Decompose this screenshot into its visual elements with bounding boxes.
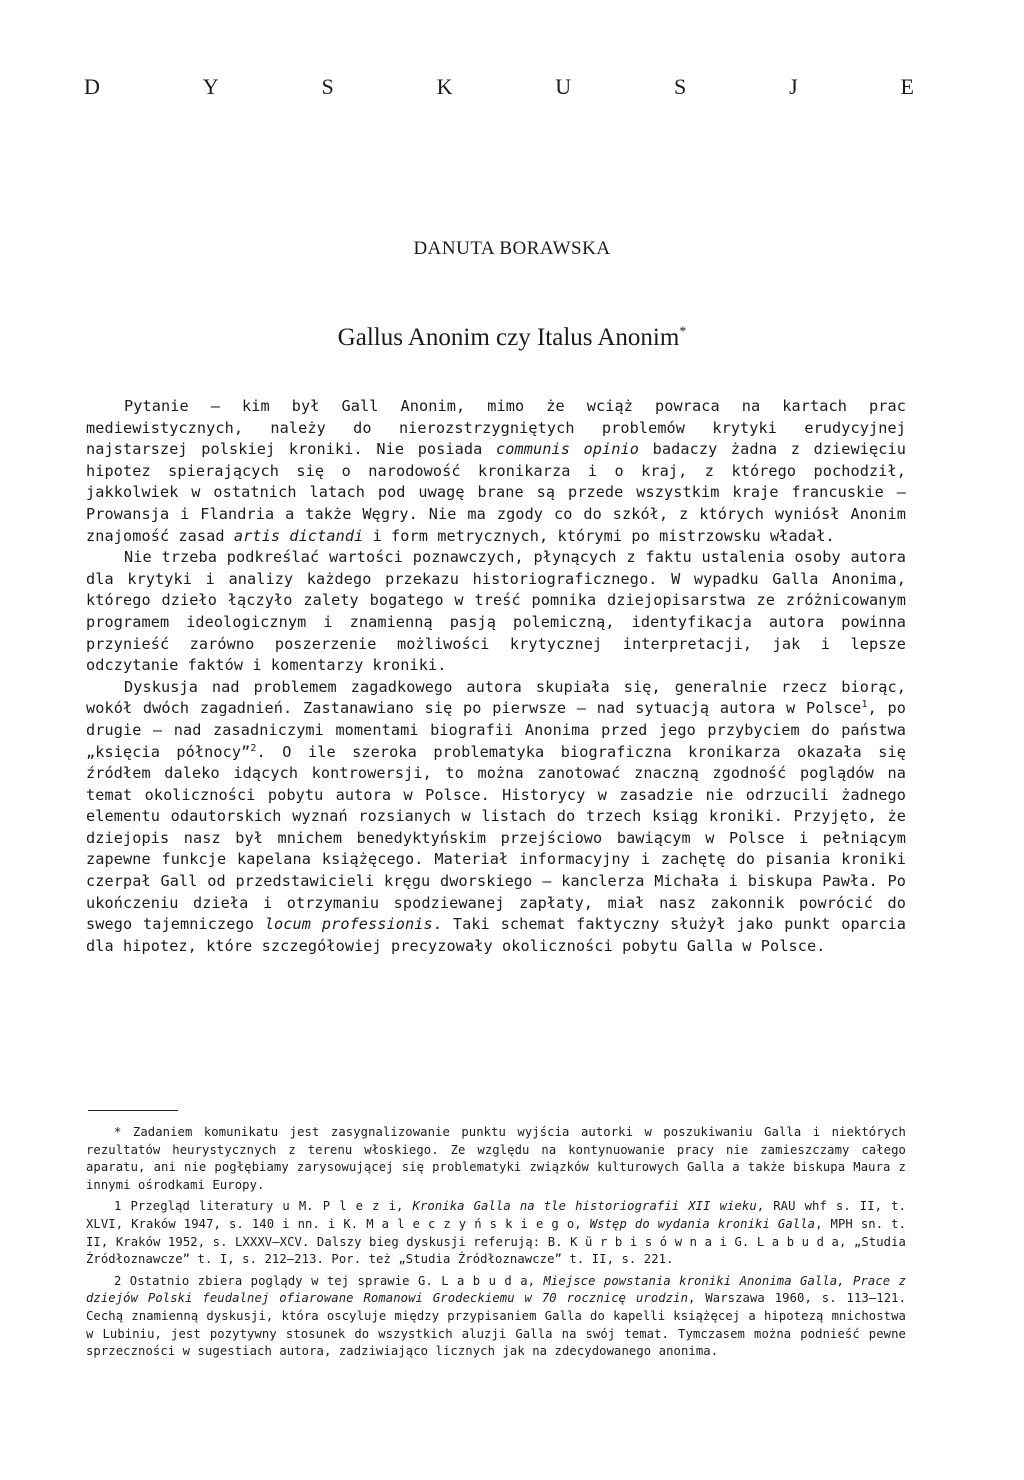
text-run: . Taki schemat faktyczny służył jako punkt oparcia dla hipotez, które szczegółowiej precyzowały okoliczności pobytu Galla w Polsce. <box>86 915 906 955</box>
section-heading-letter: J <box>789 74 798 99</box>
italic-phrase: communis opinio <box>496 440 640 459</box>
section-heading-letter: D <box>84 74 100 99</box>
text-run: Dyskusja nad problemem zagadkowego autora skupiała się, generalnie rzecz biorąc, wokół dwóch zagadnień. Zastanawiano się po pierwsze — nad sytuacją autora w Polsce <box>86 677 906 718</box>
footnote-star: * Zadaniem komunikatu jest zasygnalizowanie punktu wyjścia autorki w poszukiwaniu Galla i niektórych rezultatów heurystycznych z terenu włoskiego. Ze względu na kontynuowanie pracy nie zamieszczamy całego aparatu, ani nie pogłębiamy zarysowującej się problematyki związków kulturowych Galla a także biskupa Maura z innymi ośrodkami Europy. <box>86 1125 906 1192</box>
italic-phrase: locum professionis <box>264 915 433 934</box>
paragraph-1 <box>86 396 906 547</box>
article-title <box>0 324 1024 352</box>
paragraph-3 <box>86 677 906 958</box>
section-heading-letter: E <box>900 74 914 99</box>
italic-phrase: Miejsce powstania kroniki Anonima Galla, Prace z dziejów Polski feudalnej ofiarowane Romanowi Grodeckiemu w 70 rocznicę urodzin <box>86 1273 907 1306</box>
text-run: , Warszawa 1960, s. 113—121. Cechą znamienną dyskusji, która oscyluje między przypisaniem Galla do kapelli książęcej a hipotezą mnichostwa w Lubiniu, jest pozytywny stosunek do wszystkich aluzji Galla na swój temat. Tymczasem można podnieść pewne sprzeczności w sugestiach autora, zadziwiająco licznych jak na zdecydowanego anonima. <box>86 1291 907 1359</box>
text-run: 2 Ostatnio zbiera poglądy w tej sprawie G. L a b u d a, <box>114 1273 544 1288</box>
text-run: . O ile szeroka problematyka biograficzna kronikarza okazała się źródłem daleko idących kontrowersji, to można zanotować znaczną zgodność poglądów na temat okoliczności pobytu autora w Polsce. Historycy w zasadzie nie odrzucili żadnego elementu odautorskich wyznań rozsianych w listach do trzech ksiąg kroniki. Przyjęto, że dziejopis nasz był mnichem benedyktyńskim przejściowo bawiącym w Polsce i pełniącym zapewne funkcje kapelana książęcego. Materiał informacyjny i zachętę do pisania kroniki czerpał Gall od przedstawicieli kręgu dworskiego — kanclerza Michała i biskupa Pawła. Po ukończeniu dzieła i otrzymaniu spodziewanej zapłaty, miał nasz zakonnik powrócić do swego tajemniczego <box>86 742 906 934</box>
text-run: 1 Przegląd literatury u M. P l e z i, <box>114 1199 413 1214</box>
article-body <box>86 396 906 957</box>
section-heading-letter: K <box>436 74 453 99</box>
footnote-ref[interactable]: 1 <box>861 699 868 711</box>
author-name: DANUTA BORAWSKA <box>413 238 611 259</box>
article-title-text: Gallus Anonim czy Italus Anonim <box>337 324 680 351</box>
text-run: , MPH sn. t. II, Kraków 1952, s. LXXXV—XCV. Dalszy bieg dyskusji referują: B. K ü r b i s ó w n a i G. L a b u d a, „Studia Źródłoznawcze” t. I, s. 212—213. Por. też „Studia Źródłoznawcze” t. II, s. 221. <box>86 1216 907 1267</box>
section-heading-letter: Y <box>202 74 219 99</box>
footnote-1 <box>86 1198 906 1268</box>
section-heading-letter: S <box>321 74 334 99</box>
footnote-ref[interactable]: 2 <box>250 742 257 754</box>
text-run: , po drugie — nad zasadniczymi momentami biografii Anonima przed jego przybyciem do państwa „księcia północy” <box>86 699 906 761</box>
italic-phrase: Wstęp do wydania kroniki Galla <box>589 1216 816 1231</box>
text-run: i form metrycznych, którymi po mistrzowsku władał. <box>363 526 835 545</box>
section-heading-letter: S <box>674 74 687 99</box>
footnotes <box>86 1124 906 1365</box>
text-run: Pytanie — kim był Gall Anonim, mimo że wciąż powraca na kartach prac mediewistycznych, należy do nierozstrzygniętych problemów krytyki erudycyjnej najstarszej polskiej kroniki. Nie posiada <box>86 397 906 459</box>
footnote-separator <box>88 1110 178 1111</box>
italic-phrase: Kronika Galla na tle historiografii XII wieku <box>412 1199 757 1214</box>
section-heading <box>84 74 914 100</box>
italic-phrase: artis dictandi <box>233 526 364 545</box>
section-heading-letter: U <box>555 74 572 99</box>
text-run: badaczy żadna z dziewięciu hipotez spierających się o narodowość kronikarza i o kraj, z którego pochodził, jakkolwiek w ostatnich latach pod uwagę brane są przede wszystkim kraje francuskie — Prowansja i Flandria a także Węgry. Nie ma zgody co do szkół, z których wyniósł Anonim znajomość zasad <box>86 440 907 545</box>
title-footnote-mark: * <box>679 324 687 340</box>
paragraph-2: Nie trzeba podkreślać wartości poznawczych, płynących z faktu ustalenia osoby autora dla krytyki i analizy każdego przekazu historiograficznego. W wypadku Galla Anonima, którego dzieło łączyło zalety bogatego w treść pomnika dziejopisarstwa ze zróżnicowanym programem ideologicznym i znamienną pasją polemiczną, identyfikacja autora powinna przynieść zarówno poszerzenie możliwości krytycznej interpretacji, jak i lepsze odczytanie faktów i komentarzy kroniki. <box>86 548 906 675</box>
footnote-2 <box>86 1273 906 1361</box>
text-run: , RAU whf s. II, t. XLVI, Kraków 1947, s. 140 i nn. i K. M a l e c z y ń s k i e g o, <box>86 1199 907 1231</box>
